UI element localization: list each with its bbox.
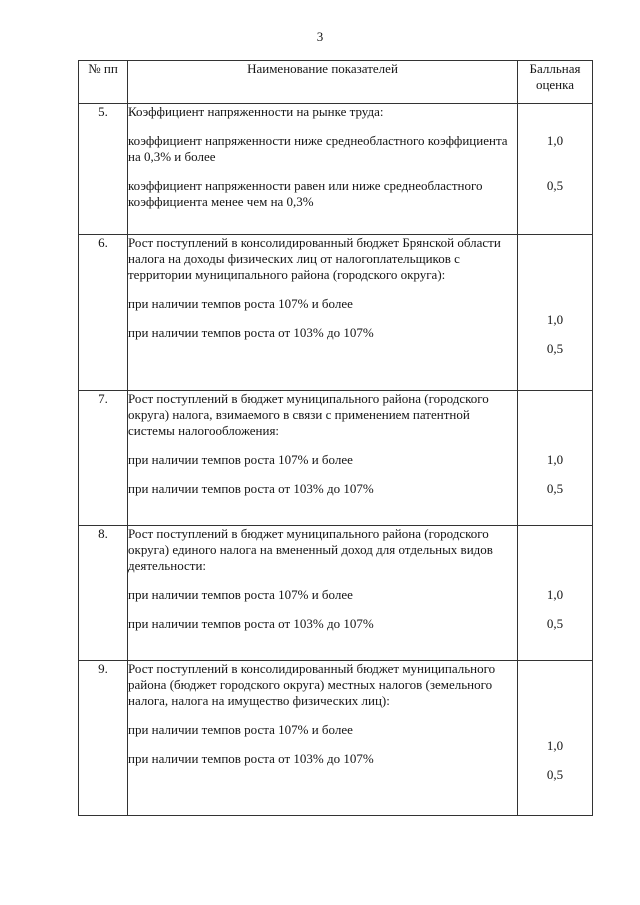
criterion-text: коэффициент напряженности равен или ниже среднеобластного коэффициента менее чем на 0,3% bbox=[128, 178, 483, 209]
criterion-score: 0,5 bbox=[546, 616, 564, 631]
row-number: 5. bbox=[79, 104, 128, 235]
indicators-table bbox=[78, 60, 593, 816]
table-row bbox=[79, 104, 593, 235]
criterion-score: 1,0 bbox=[546, 312, 564, 327]
criterion-text: при наличии темпов роста от 103% до 107% bbox=[128, 616, 374, 631]
criterion-score: 1,0 bbox=[546, 133, 564, 148]
indicator-cell bbox=[128, 104, 518, 235]
indicator-title: Рост поступлений в консолидированный бюджет Брянской области налога на доходы физических лиц от налогоплательщиков с территории муниципального района (городского округа): bbox=[128, 235, 501, 282]
criterion-text: при наличии темпов роста от 103% до 107% bbox=[128, 325, 374, 340]
criterion-score: 0,5 bbox=[546, 767, 564, 782]
indicator-cell bbox=[128, 661, 518, 816]
score-cell bbox=[518, 104, 593, 235]
row-number: 6. bbox=[79, 235, 128, 391]
criterion-text: при наличии темпов роста от 103% до 107% bbox=[128, 481, 374, 496]
score-cell bbox=[518, 235, 593, 391]
criterion-score: 0,5 bbox=[546, 178, 564, 193]
criterion-text: при наличии темпов роста 107% и более bbox=[128, 296, 353, 311]
header-score: Балльная оценка bbox=[518, 61, 593, 104]
header-name: Наименование показателей bbox=[128, 61, 518, 104]
criterion-score: 0,5 bbox=[546, 481, 564, 496]
indicator-cell bbox=[128, 391, 518, 526]
indicator-title: Рост поступлений в бюджет муниципального района (городского округа) налога, взимаемого в связи с применением патентной системы налогообложения: bbox=[128, 391, 489, 438]
indicator-title: Коэффициент напряженности на рынке труда: bbox=[128, 104, 384, 119]
criterion-text: при наличии темпов роста от 103% до 107% bbox=[128, 751, 374, 766]
indicator-cell bbox=[128, 235, 518, 391]
row-number: 8. bbox=[79, 526, 128, 661]
criterion-score: 1,0 bbox=[546, 738, 564, 753]
page-number: 3 bbox=[316, 29, 324, 44]
criterion-score: 0,5 bbox=[546, 341, 564, 356]
score-cell bbox=[518, 661, 593, 816]
table-row bbox=[79, 526, 593, 661]
row-number: 7. bbox=[79, 391, 128, 526]
criterion-text: при наличии темпов роста 107% и более bbox=[128, 587, 353, 602]
criterion-text: при наличии темпов роста 107% и более bbox=[128, 452, 353, 467]
score-cell bbox=[518, 526, 593, 661]
row-number: 9. bbox=[79, 661, 128, 816]
table-row bbox=[79, 235, 593, 391]
criterion-text: коэффициент напряженности ниже среднеобластного коэффициента на 0,3% и более bbox=[128, 133, 508, 164]
indicator-cell bbox=[128, 526, 518, 661]
table-header bbox=[79, 61, 593, 104]
criterion-score: 1,0 bbox=[546, 452, 564, 467]
indicator-title: Рост поступлений в консолидированный бюджет муниципального района (бюджет городского округа) местных налогов (земельного налога, налога на имущество физических лиц): bbox=[128, 661, 496, 708]
score-cell bbox=[518, 391, 593, 526]
criterion-text: при наличии темпов роста 107% и более bbox=[128, 722, 353, 737]
table-row bbox=[79, 391, 593, 526]
indicator-title: Рост поступлений в бюджет муниципального района (городского округа) единого налога на вмененный доход для отдельных видов деятельности: bbox=[128, 526, 493, 573]
table-row bbox=[79, 661, 593, 816]
header-number: № пп bbox=[79, 61, 128, 104]
criterion-score: 1,0 bbox=[546, 587, 564, 602]
